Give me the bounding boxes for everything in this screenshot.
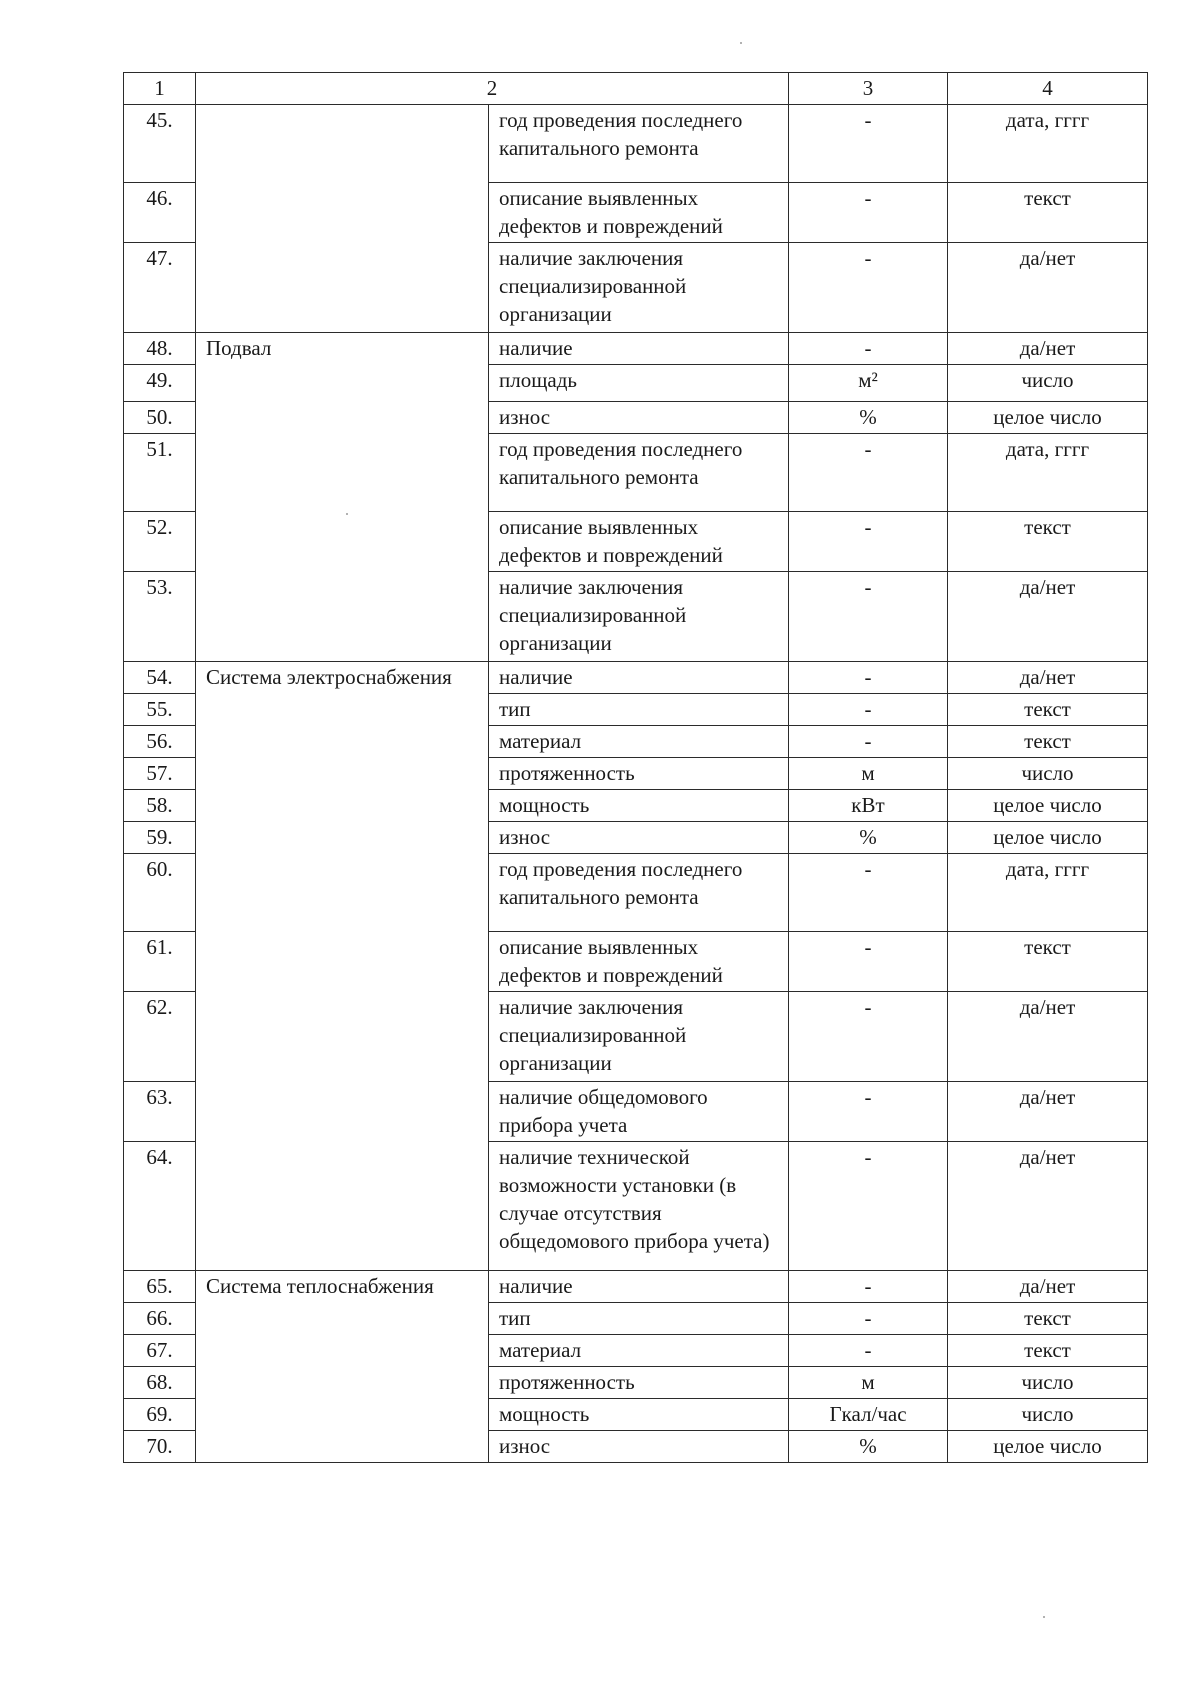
parameter-name: материал (489, 1335, 789, 1367)
group-title: Система электроснабжения (196, 662, 489, 1271)
parameter-name: износ (489, 1431, 789, 1463)
header-row (124, 73, 1148, 105)
row-number: 70. (124, 1431, 196, 1463)
row-number: 47. (124, 243, 196, 333)
table-row (124, 333, 1148, 365)
parameter-name: описание выявленных дефектов и повреждений (489, 512, 789, 572)
table-body (124, 73, 1148, 1463)
group-title: Система теплоснабжения (196, 1271, 489, 1463)
row-number: 52. (124, 512, 196, 572)
row-number: 59. (124, 822, 196, 854)
value-type-cell: да/нет (948, 1082, 1148, 1142)
header-col-2: 2 (196, 73, 789, 105)
value-type-cell: текст (948, 512, 1148, 572)
header-col-3: 3 (789, 73, 948, 105)
row-number: 60. (124, 854, 196, 932)
row-number: 66. (124, 1303, 196, 1335)
value-type-cell: да/нет (948, 333, 1148, 365)
parameter-name: площадь (489, 365, 789, 402)
value-type-cell: текст (948, 932, 1148, 992)
row-number: 67. (124, 1335, 196, 1367)
value-type-cell: текст (948, 1303, 1148, 1335)
value-type-cell: дата, гггг (948, 434, 1148, 512)
parameter-name: год проведения последнего капитального ремонта (489, 434, 789, 512)
unit-cell: - (789, 694, 948, 726)
unit-cell: - (789, 662, 948, 694)
value-type-cell: да/нет (948, 243, 1148, 333)
value-type-cell: да/нет (948, 1142, 1148, 1271)
table-row (124, 105, 1148, 183)
table-row (124, 662, 1148, 694)
parameter-name: наличие (489, 333, 789, 365)
value-type-cell: число (948, 1367, 1148, 1399)
unit-cell: - (789, 992, 948, 1082)
group-title (196, 105, 489, 333)
parameter-name: наличие (489, 662, 789, 694)
row-number: 69. (124, 1399, 196, 1431)
value-type-cell: число (948, 365, 1148, 402)
row-number: 49. (124, 365, 196, 402)
unit-cell: % (789, 402, 948, 434)
value-type-cell: дата, гггг (948, 854, 1148, 932)
unit-cell: - (789, 1271, 948, 1303)
value-type-cell: целое число (948, 822, 1148, 854)
unit-cell: - (789, 333, 948, 365)
value-type-cell: целое число (948, 402, 1148, 434)
row-number: 57. (124, 758, 196, 790)
unit-cell: Гкал/час (789, 1399, 948, 1431)
row-number: 62. (124, 992, 196, 1082)
parameter-name: наличие заключения специализированной организации (489, 572, 789, 662)
unit-cell: - (789, 854, 948, 932)
value-type-cell: текст (948, 1335, 1148, 1367)
row-number: 53. (124, 572, 196, 662)
parameter-name: мощность (489, 1399, 789, 1431)
scan-speck (1043, 1616, 1045, 1618)
parameter-name: протяженность (489, 1367, 789, 1399)
row-number: 45. (124, 105, 196, 183)
row-number: 46. (124, 183, 196, 243)
row-number: 55. (124, 694, 196, 726)
parameter-name: наличие технической возможности установки (в случае отсутствия общедомового прибора учета) (489, 1142, 789, 1271)
value-type-cell: да/нет (948, 992, 1148, 1082)
row-number: 48. (124, 333, 196, 365)
parameter-name: тип (489, 1303, 789, 1335)
group-title: Подвал (196, 333, 489, 662)
value-type-cell: целое число (948, 1431, 1148, 1463)
row-number: 54. (124, 662, 196, 694)
unit-cell: - (789, 434, 948, 512)
parameter-name: наличие (489, 1271, 789, 1303)
value-type-cell: число (948, 758, 1148, 790)
parameter-name: описание выявленных дефектов и повреждений (489, 932, 789, 992)
value-type-cell: текст (948, 726, 1148, 758)
row-number: 63. (124, 1082, 196, 1142)
unit-cell: % (789, 1431, 948, 1463)
parameter-name: наличие заключения специализированной организации (489, 243, 789, 333)
unit-cell: - (789, 105, 948, 183)
row-number: 50. (124, 402, 196, 434)
header-col-1: 1 (124, 73, 196, 105)
row-number: 56. (124, 726, 196, 758)
unit-cell: % (789, 822, 948, 854)
row-number: 64. (124, 1142, 196, 1271)
parameter-name: год проведения последнего капитального ремонта (489, 854, 789, 932)
unit-cell: - (789, 572, 948, 662)
unit-cell: - (789, 1142, 948, 1271)
parameter-name: описание выявленных дефектов и повреждений (489, 183, 789, 243)
parameter-name: протяженность (489, 758, 789, 790)
unit-cell: м² (789, 365, 948, 402)
value-type-cell: да/нет (948, 572, 1148, 662)
parameter-name: износ (489, 822, 789, 854)
unit-cell: м (789, 1367, 948, 1399)
unit-cell: - (789, 1303, 948, 1335)
unit-cell: - (789, 243, 948, 333)
unit-cell: м (789, 758, 948, 790)
unit-cell: - (789, 932, 948, 992)
value-type-cell: да/нет (948, 662, 1148, 694)
unit-cell: - (789, 183, 948, 243)
value-type-cell: да/нет (948, 1271, 1148, 1303)
value-type-cell: дата, гггг (948, 105, 1148, 183)
parameter-name: тип (489, 694, 789, 726)
row-number: 65. (124, 1271, 196, 1303)
unit-cell: - (789, 1082, 948, 1142)
row-number: 61. (124, 932, 196, 992)
value-type-cell: целое число (948, 790, 1148, 822)
unit-cell: - (789, 1335, 948, 1367)
header-col-4: 4 (948, 73, 1148, 105)
scan-speck (740, 42, 742, 44)
row-number: 51. (124, 434, 196, 512)
value-type-cell: текст (948, 183, 1148, 243)
table-row (124, 1271, 1148, 1303)
parameters-table (123, 72, 1148, 1463)
unit-cell: кВт (789, 790, 948, 822)
parameter-name: наличие общедомового прибора учета (489, 1082, 789, 1142)
value-type-cell: текст (948, 694, 1148, 726)
parameter-name: износ (489, 402, 789, 434)
row-number: 58. (124, 790, 196, 822)
parameter-name: наличие заключения специализированной организации (489, 992, 789, 1082)
parameter-name: год проведения последнего капитального ремонта (489, 105, 789, 183)
row-number: 68. (124, 1367, 196, 1399)
unit-cell: - (789, 726, 948, 758)
parameter-name: мощность (489, 790, 789, 822)
unit-cell: - (789, 512, 948, 572)
parameter-name: материал (489, 726, 789, 758)
value-type-cell: число (948, 1399, 1148, 1431)
